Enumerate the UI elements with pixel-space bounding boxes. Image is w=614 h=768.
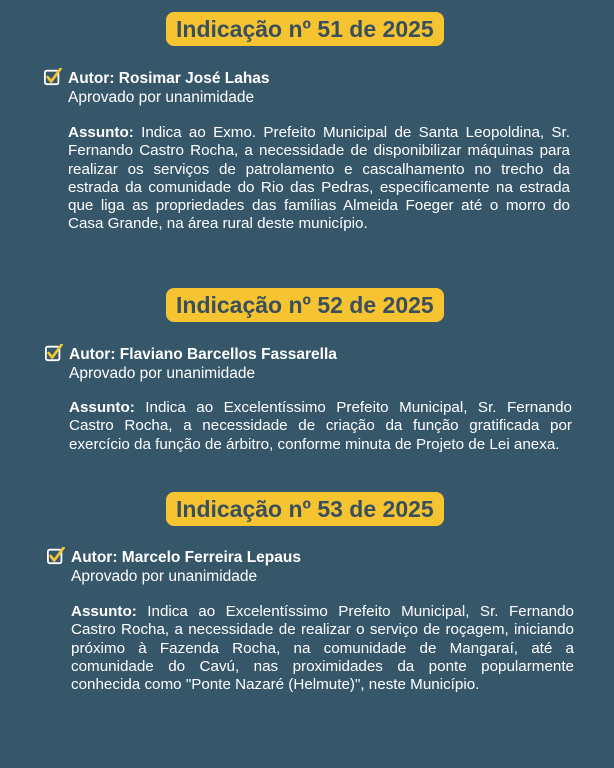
indicacao-title: Indicação nº 52 de 2025	[166, 288, 444, 322]
checkbox-check-icon	[44, 68, 62, 86]
subject-text: Indica ao Exmo. Prefeito Municipal de Santa Leopoldina, Sr. Fernando Castro Rocha, a necessidade de disponibilizar máquinas para realizar os serviços de patrolamento e cascalhamento no trecho da estrada da comunidade do Rio das Pedras, especificamente na estrada que liga as propriedades das famílias Almeida Foeger até o morro do Casa Grande, na área rural deste município.	[68, 124, 570, 233]
subject-text: Indica ao Excelentíssimo Prefeito Municipal, Sr. Fernando Castro Rocha, a necessidade de criação da função gratificada por exercício da função de árbitro, conforme minuta de Projeto de Lei anexa.	[69, 399, 572, 453]
approval-status: Aprovado por unanimidade	[69, 365, 256, 382]
author-name: Autor: Flaviano Barcellos Fassarella	[69, 346, 337, 363]
subject-label: Assunto:	[69, 399, 135, 416]
subject-paragraph	[69, 399, 572, 454]
subject-label: Assunto:	[71, 603, 137, 620]
checkbox-check-icon	[45, 344, 63, 362]
indicacao-title: Indicação nº 53 de 2025	[166, 492, 444, 526]
subject-paragraph	[68, 124, 570, 234]
author-name: Autor: Rosimar José Lahas	[68, 70, 270, 87]
subject-text: Indica ao Excelentíssimo Prefeito Municipal, Sr. Fernando Castro Rocha, a necessidade de realizar o serviço de roçagem, iniciando próximo à Fazenda Rocha, na comunidade de Mangaraí, até a comunidade do Cavú, nas proximidades da ponte popularmente conhecida como "Ponte Nazaré (Helmute)", neste Município.	[71, 603, 574, 694]
approval-status: Aprovado por unanimidade	[71, 568, 258, 585]
author-name: Autor: Marcelo Ferreira Lepaus	[71, 549, 301, 566]
indicacao-title: Indicação nº 51 de 2025	[166, 12, 444, 46]
checkbox-check-icon	[47, 547, 65, 565]
subject-paragraph	[71, 603, 574, 694]
approval-status: Aprovado por unanimidade	[68, 89, 255, 106]
subject-label: Assunto:	[68, 124, 134, 141]
